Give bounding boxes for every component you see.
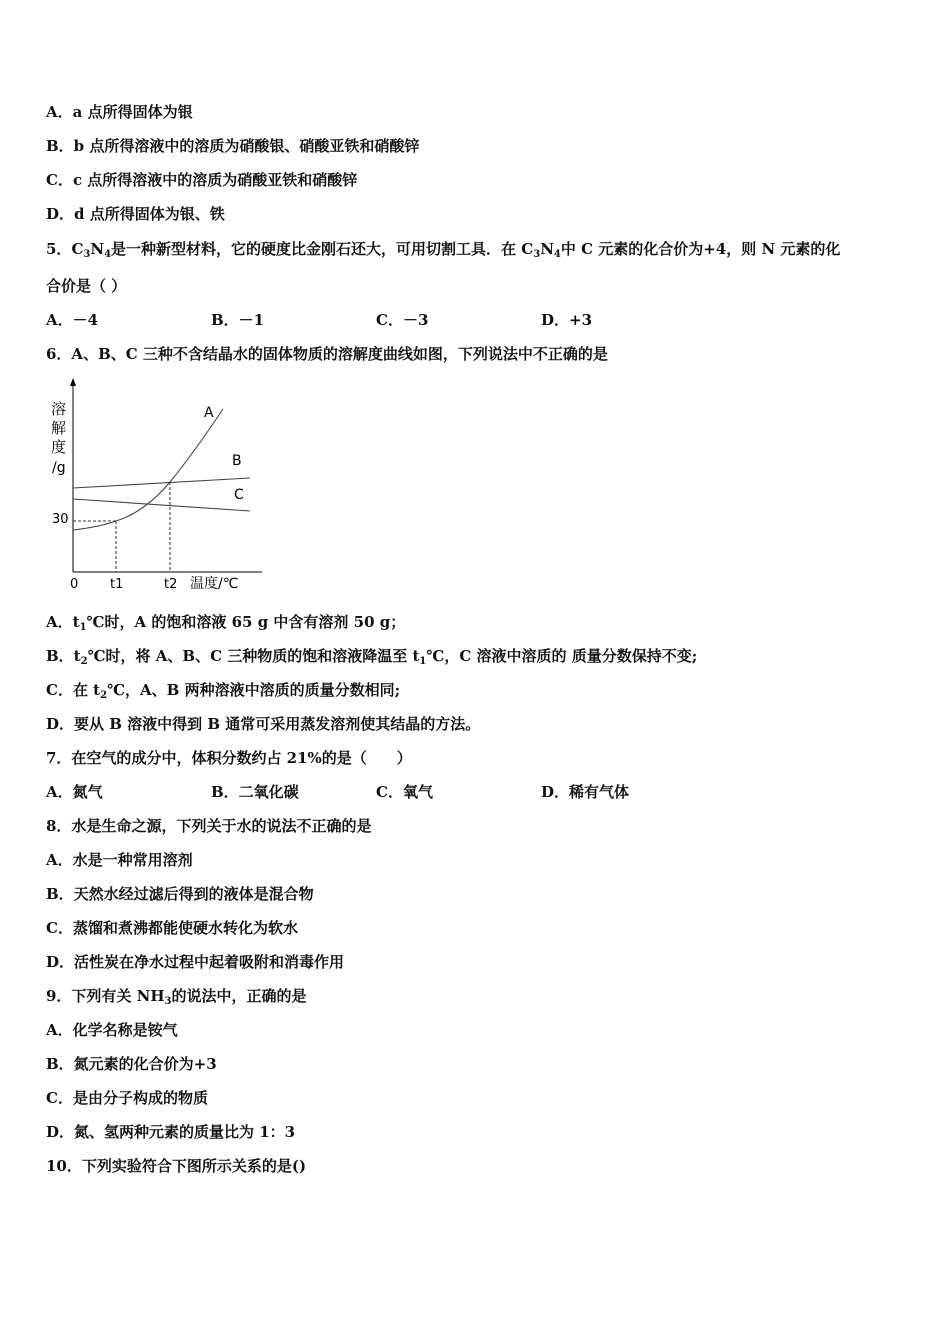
q5-option-d: D．+3 <box>541 311 593 329</box>
q5-stem: 5．$C_3N_4$是一种新型材料，它的硬度比金刚石还大，可用切割工具．在 $C_3N_4$中 C 元素的化合价为+4，则 N 元素的化 <box>46 240 841 260</box>
y-label-char: 溶 <box>51 400 67 418</box>
q5-option-c: C．－3 <box>376 311 429 329</box>
q6-stem: 6．A、B、C 三种不含结晶水的固体物质的溶解度曲线如图，下列说法中不正确的是 <box>46 345 608 363</box>
y-label-char: 解 <box>51 419 67 437</box>
y-axis-arrow-icon <box>70 378 76 386</box>
q5-stem-line2: 合价是（ ） <box>46 277 127 295</box>
q8-option-c: C．蒸馏和煮沸都能使硬水转化为软水 <box>46 919 298 937</box>
q9-option-a: A．化学名称是铵气 <box>46 1021 178 1039</box>
q8-option-d: D．活性炭在净水过程中起着吸附和消毒作用 <box>46 953 345 971</box>
q7-option-a: A．氮气 <box>46 783 103 801</box>
q9-option-b: B．氮元素的化合价为+3 <box>46 1055 217 1073</box>
curve-a <box>73 409 223 530</box>
q5-option-a: A．－4 <box>46 311 99 329</box>
q4-option-c: C．c 点所得溶液中的溶质为硝酸亚铁和硝酸锌 <box>46 171 358 189</box>
q6-option-b: B．$t_2℃$时，将 A、B、C 三种物质的饱和溶液降温至 $t_1℃$，C 溶液中溶质的 质量分数保持不变; <box>46 647 698 667</box>
q7-option-d: D．稀有气体 <box>541 783 630 801</box>
y-tick-label: 30 <box>52 512 69 527</box>
q8-stem: 8．水是生命之源，下列关于水的说法不正确的是 <box>46 817 372 835</box>
q6-option-c: C．在 $t_2℃$，A、B 两种溶液中溶质的质量分数相同; <box>46 681 401 701</box>
x-axis-label: 温度/℃ <box>190 576 239 592</box>
q7-stem: 7．在空气的成分中，体积分数约占 21%的是（ ） <box>46 749 412 767</box>
q7-option-b: B．二氧化碳 <box>211 783 299 801</box>
curve-b <box>73 478 250 488</box>
y-label-char: 度 <box>51 438 67 456</box>
x-tick-label: t2 <box>164 577 178 592</box>
q4-option-d: D．d 点所得固体为银、铁 <box>46 205 225 223</box>
q9-option-c: C．是由分子构成的物质 <box>46 1089 208 1107</box>
origin-label: 0 <box>70 577 79 592</box>
q4-option-a: A．a 点所得固体为银 <box>46 103 193 121</box>
q6-option-d: D．要从 B 溶液中得到 B 通常可采用蒸发溶剂使其结晶的方法。 <box>46 715 481 733</box>
q8-option-a: A．水是一种常用溶剂 <box>46 851 193 869</box>
solubility-chart <box>40 372 265 597</box>
series-label-a: A <box>204 405 214 421</box>
q8-option-b: B．天然水经过滤后得到的液体是混合物 <box>46 885 314 903</box>
q7-option-c: C．氧气 <box>376 783 433 801</box>
q10-stem: 10．下列实验符合下图所示关系的是() <box>46 1157 307 1175</box>
y-label-char: /g <box>52 460 66 476</box>
q9-stem: 9．下列有关 $NH_3$的说法中，正确的是 <box>46 987 307 1007</box>
q6-option-a: A．$t_1℃$时，A 的饱和溶液 65 g 中含有溶剂 50 g； <box>46 613 406 633</box>
q5-option-b: B．－1 <box>211 311 265 329</box>
curve-c <box>73 499 250 511</box>
series-label-c: C <box>234 487 244 503</box>
q4-option-b: B．b 点所得溶液中的溶质为硝酸银、硝酸亚铁和硝酸锌 <box>46 137 420 155</box>
x-tick-label: t1 <box>110 577 124 592</box>
q9-option-d: D．氮、氢两种元素的质量比为 1：3 <box>46 1123 296 1141</box>
series-label-b: B <box>232 453 242 469</box>
